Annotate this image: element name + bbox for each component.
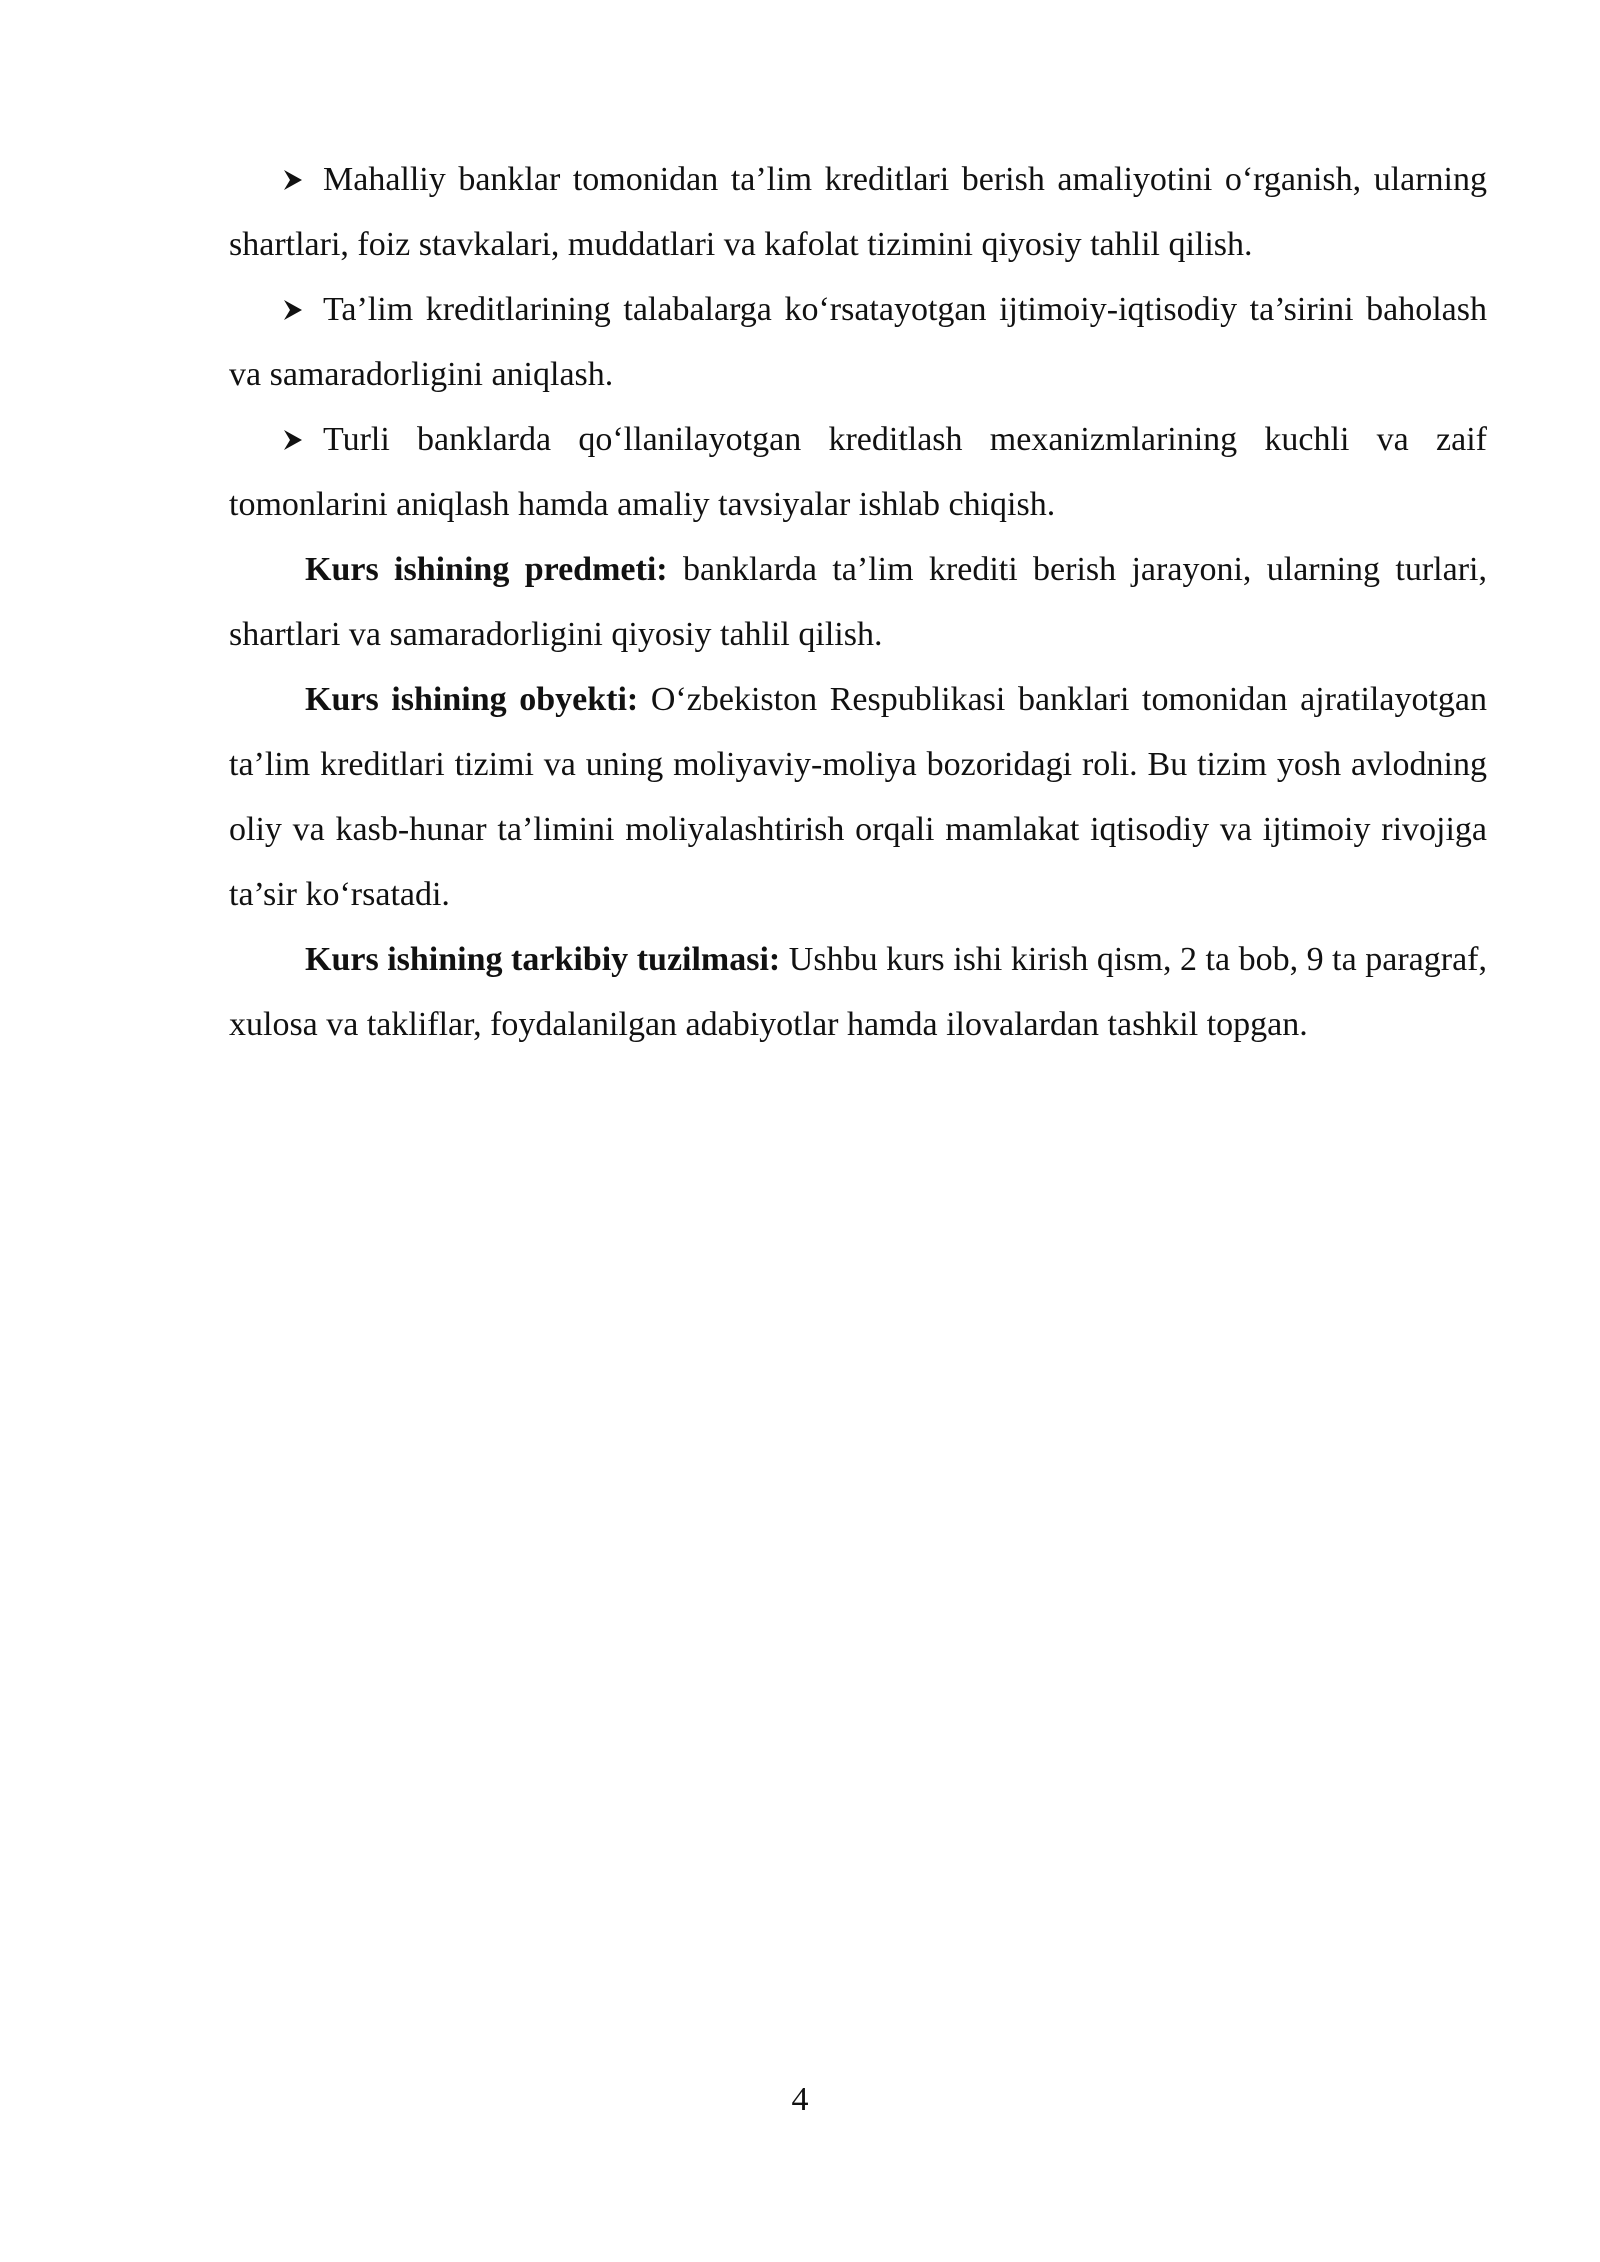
- section-text: O‘zbekiston Respublikasi banklari tomonidan ajratilayotgan ta’lim kreditlari tizimi va uning moliyaviy-moliya bozoridagi roli. Bu tizim yosh avlodning oliy va kasb-hunar ta’limini moliyalashtirish orqali mamlakat iqtisodiy va ijtimoiy rivojiga ta’sir ko‘rsatadi.: [229, 681, 1487, 913]
- arrowhead-bullet-icon: [281, 147, 309, 212]
- bullet-text: Ta’lim kreditlarining talabalarga ko‘rsatayotgan ijtimoiy-iqtisodiy ta’sirini baholash va samaradorligini aniqlash.: [229, 291, 1487, 393]
- bullet-text: Turli banklarda qo‘llanilayotgan kreditlash mexanizmlarining kuchli va zaif tomonlarini aniqlash hamda amaliy tavsiyalar ishlab chiqish.: [229, 421, 1487, 523]
- section-label: Kurs ishining tarkibiy tuzilmasi:: [305, 941, 781, 978]
- section-label: Kurs ishining predmeti:: [305, 551, 668, 588]
- section-paragraph-structure: [229, 927, 1487, 1057]
- arrowhead-bullet-icon: [281, 407, 309, 472]
- section-label: Kurs ishining obyekti:: [305, 681, 639, 718]
- arrowhead-bullet-icon: [281, 277, 309, 342]
- page-number: 4: [791, 2081, 809, 2118]
- bullet-item: [229, 147, 1487, 277]
- section-text: Ushbu kurs ishi kirish qism, 2 ta bob, 9 ta paragraf, xulosa va takliflar, foydalanilgan adabiyotlar hamda ilovalardan tashkil topgan.: [229, 941, 1487, 1043]
- page-body: [229, 147, 1487, 1057]
- section-paragraph-object: [229, 667, 1487, 927]
- bullet-item: [229, 407, 1487, 537]
- section-paragraph-subject: [229, 537, 1487, 667]
- bullet-item: [229, 277, 1487, 407]
- section-text: banklarda ta’lim krediti berish jarayoni, ularning turlari, shartlari va samaradorligini qiyosiy tahlil qilish.: [229, 551, 1487, 653]
- bullet-text: Mahalliy banklar tomonidan ta’lim kreditlari berish amaliyotini o‘rganish, ularning shartlari, foiz stavkalari, muddatlari va kafolat tizimini qiyosiy tahlil qilish.: [229, 161, 1487, 263]
